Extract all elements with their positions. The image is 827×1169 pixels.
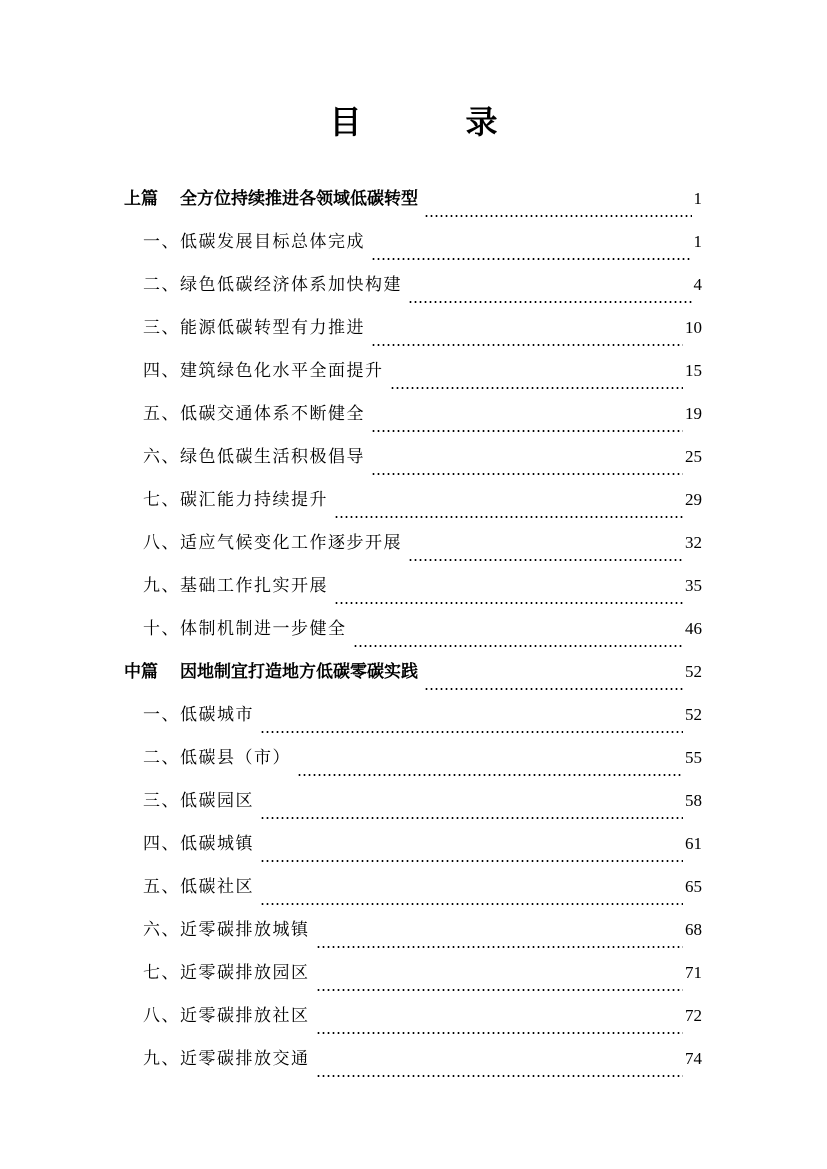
toc-entry[interactable] xyxy=(124,313,702,356)
page-title: 目 录 xyxy=(329,103,534,141)
toc-entry[interactable] xyxy=(124,872,702,915)
dot-leader xyxy=(424,671,683,691)
page-number: 52 xyxy=(685,705,702,724)
toc-entry-label: 一、低碳城市 xyxy=(143,705,254,725)
toc-entry[interactable] xyxy=(124,786,702,829)
toc-entry-label: 二、低碳县（市） xyxy=(143,748,291,768)
toc-entry[interactable] xyxy=(124,442,702,485)
page-number: 72 xyxy=(685,1006,702,1025)
toc-entry-label: 五、低碳交通体系不断健全 xyxy=(143,404,365,424)
page-number: 1 xyxy=(693,232,702,251)
dot-leader xyxy=(297,757,683,777)
dot-leader xyxy=(353,628,684,648)
toc-entry-label: 八、适应气候变化工作逐步开展 xyxy=(143,533,402,553)
page-number: 35 xyxy=(685,576,702,595)
toc-entry-label: 九、近零碳排放交通 xyxy=(143,1049,310,1069)
toc-entry[interactable] xyxy=(124,485,702,528)
page-number: 58 xyxy=(685,791,702,810)
page-number: 19 xyxy=(685,404,702,423)
page-number: 1 xyxy=(693,189,702,208)
page-number: 29 xyxy=(685,490,702,509)
toc-entry-label: 一、低碳发展目标总体完成 xyxy=(143,232,365,252)
page-number: 61 xyxy=(685,834,702,853)
section-title: 因地制宜打造地方低碳零碳实践 xyxy=(180,662,418,682)
dot-leader xyxy=(371,327,683,347)
toc-entry-label: 四、建筑绿色化水平全面提升 xyxy=(143,361,384,381)
page-number: 15 xyxy=(685,361,702,380)
toc-entry[interactable] xyxy=(124,915,702,958)
toc-entry-label: 三、低碳园区 xyxy=(143,791,254,811)
dot-leader xyxy=(371,413,683,433)
toc-entry-label: 五、低碳社区 xyxy=(143,877,254,897)
page-number: 74 xyxy=(685,1049,702,1068)
toc-entry-label: 八、近零碳排放社区 xyxy=(143,1006,310,1026)
toc-entry[interactable] xyxy=(124,1001,702,1044)
toc-entry[interactable] xyxy=(124,528,702,571)
toc-entry-label: 七、近零碳排放园区 xyxy=(143,963,310,983)
dot-leader xyxy=(260,843,683,863)
page-number: 71 xyxy=(685,963,702,982)
dot-leader xyxy=(334,499,683,519)
dot-leader xyxy=(371,241,692,261)
toc-entry[interactable] xyxy=(124,829,702,872)
page-number: 10 xyxy=(685,318,702,337)
toc-entry[interactable] xyxy=(124,270,702,313)
page-number: 46 xyxy=(685,619,702,638)
toc-entry-label: 六、绿色低碳生活积极倡导 xyxy=(143,447,365,467)
toc-entry-label: 十、体制机制进一步健全 xyxy=(143,619,347,639)
dot-leader xyxy=(390,370,684,390)
toc-entry[interactable] xyxy=(124,399,702,442)
section-part-label: 中篇 xyxy=(124,662,158,682)
section-part-label: 上篇 xyxy=(124,189,158,209)
page-number: 4 xyxy=(693,275,702,294)
toc-entry[interactable] xyxy=(124,614,702,657)
toc-entry[interactable] xyxy=(124,227,702,270)
page-number: 68 xyxy=(685,920,702,939)
toc-entry-label: 六、近零碳排放城镇 xyxy=(143,920,310,940)
table-of-contents xyxy=(124,184,702,1087)
toc-entry[interactable] xyxy=(124,700,702,743)
dot-leader xyxy=(316,972,684,992)
toc-entry[interactable] xyxy=(124,958,702,1001)
dot-leader xyxy=(408,284,692,304)
dot-leader xyxy=(316,929,684,949)
toc-section-middle[interactable] xyxy=(124,657,702,700)
toc-section-upper[interactable] xyxy=(124,184,702,227)
toc-entry[interactable] xyxy=(124,571,702,614)
dot-leader xyxy=(316,1058,684,1078)
dot-leader xyxy=(260,886,683,906)
dot-leader xyxy=(334,585,683,605)
dot-leader xyxy=(316,1015,684,1035)
dot-leader xyxy=(424,198,692,218)
toc-entry-label: 二、绿色低碳经济体系加快构建 xyxy=(143,275,402,295)
toc-entry[interactable] xyxy=(124,743,702,786)
dot-leader xyxy=(260,800,683,820)
dot-leader xyxy=(371,456,683,476)
page-number: 65 xyxy=(685,877,702,896)
toc-entry-label: 七、碳汇能力持续提升 xyxy=(143,490,328,510)
toc-entry-label: 四、低碳城镇 xyxy=(143,834,254,854)
section-title: 全方位持续推进各领域低碳转型 xyxy=(180,189,418,209)
toc-entry[interactable] xyxy=(124,356,702,399)
page-number: 32 xyxy=(685,533,702,552)
page-number: 25 xyxy=(685,447,702,466)
dot-leader xyxy=(408,542,683,562)
dot-leader xyxy=(260,714,683,734)
page-number: 52 xyxy=(685,662,702,681)
page-number: 55 xyxy=(685,748,702,767)
toc-entry-label: 三、能源低碳转型有力推进 xyxy=(143,318,365,338)
toc-entry-label: 九、基础工作扎实开展 xyxy=(143,576,328,596)
toc-entry[interactable] xyxy=(124,1044,702,1087)
